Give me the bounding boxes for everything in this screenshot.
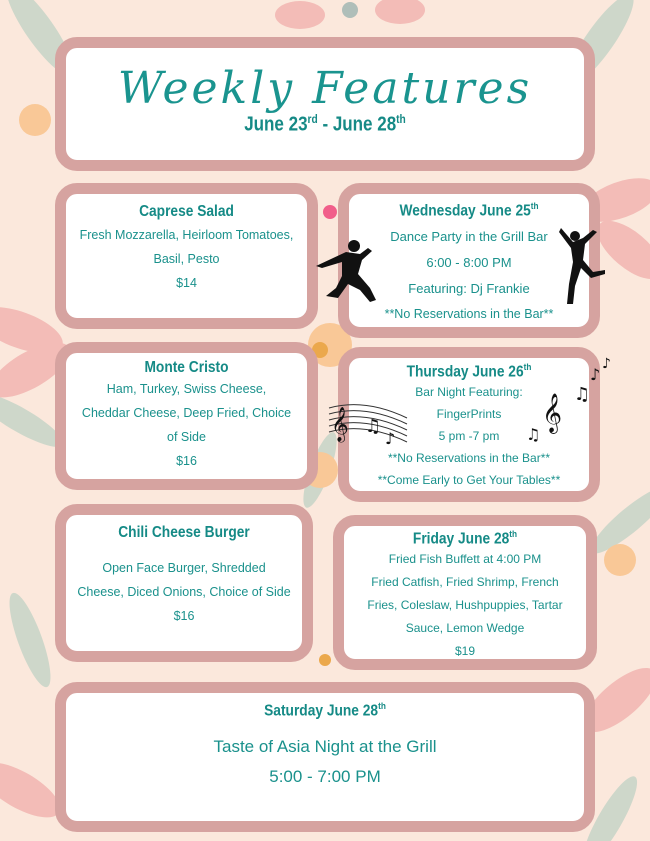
saturday-line-1: Taste of Asia Night at the Grill	[213, 737, 437, 757]
header-card	[55, 37, 595, 171]
svg-text:♫: ♫	[526, 425, 541, 444]
svg-text:𝄞: 𝄞	[542, 393, 563, 433]
wednesday-line-3: Featuring: Dj Frankie	[408, 281, 530, 297]
monte-cristo-card	[55, 342, 318, 490]
svg-text:♫: ♫	[574, 384, 591, 405]
caprese-price: $14	[176, 276, 197, 290]
monte-desc-2: Cheddar Cheese, Deep Fried, Choice	[81, 406, 292, 420]
chili-cheese-burger-title: Chili Cheese Burger	[118, 524, 250, 541]
wednesday-title: Wednesday June 25th	[399, 201, 539, 220]
dancer-man-icon	[312, 238, 382, 308]
burger-desc-1: Open Face Burger, Shredded	[102, 561, 266, 575]
wednesday-line-2: 6:00 - 8:00 PM	[426, 255, 512, 271]
friday-title: Friday June 28th	[412, 529, 518, 548]
thursday-title: Thursday June 26th	[406, 362, 532, 381]
dancer-woman-icon	[553, 226, 608, 306]
caprese-salad-card	[55, 183, 318, 329]
svg-text:♫: ♫	[365, 416, 382, 437]
friday-price: $19	[454, 644, 476, 659]
friday-card	[333, 515, 597, 670]
saturday-card	[55, 682, 595, 832]
wednesday-line-4: **No Reservations in the Bar**	[384, 307, 554, 322]
svg-text:♪: ♪	[590, 365, 601, 384]
friday-line-3: Fries, Coleslaw, Hushpuppies, Tartar	[367, 598, 563, 613]
friday-line-1: Fried Fish Buffett at 4:00 PM	[388, 552, 542, 567]
caprese-desc-1: Fresh Mozzarella, Heirloom Tomatoes,	[79, 228, 294, 242]
monte-desc-3: of Side	[167, 430, 206, 444]
burger-price: $16	[173, 609, 195, 623]
thursday-line-3: 5 pm -7 pm	[438, 429, 500, 444]
friday-line-2: Fried Catfish, Fried Shrimp, French	[371, 575, 559, 590]
saturday-line-2: 5:00 - 7:00 PM	[269, 767, 381, 787]
monte-desc-1: Ham, Turkey, Swiss Cheese,	[106, 382, 267, 396]
thursday-line-1: Bar Night Featuring:	[415, 385, 523, 400]
music-staff-icon	[325, 388, 410, 458]
caprese-desc-2: Basil, Pesto	[153, 252, 220, 266]
burger-desc-2: Cheese, Diced Onions, Choice of Side	[77, 585, 291, 599]
wednesday-line-1: Dance Party in the Grill Bar	[390, 229, 548, 245]
music-notes-icon	[522, 352, 617, 447]
page-title: Weekly Features	[117, 63, 533, 114]
caprese-salad-title: Caprese Salad	[139, 203, 234, 220]
thursday-line-4: **No Reservations in the Bar**	[387, 451, 551, 466]
thursday-line-2: FingerPrints	[436, 407, 502, 422]
friday-line-4: Sauce, Lemon Wedge	[405, 621, 525, 636]
chili-cheese-burger-card	[55, 504, 313, 662]
monte-cristo-title: Monte Cristo	[144, 359, 229, 376]
date-range: June 23rd - June 28th	[244, 112, 406, 136]
svg-text:♪: ♪	[602, 356, 611, 372]
svg-text:♪: ♪	[385, 429, 396, 448]
svg-text:𝄞: 𝄞	[331, 407, 349, 442]
thursday-line-5: **Come Early to Get Your Tables**	[377, 473, 561, 488]
saturday-title: Saturday June 28th	[264, 701, 386, 720]
monte-price: $16	[176, 454, 197, 468]
